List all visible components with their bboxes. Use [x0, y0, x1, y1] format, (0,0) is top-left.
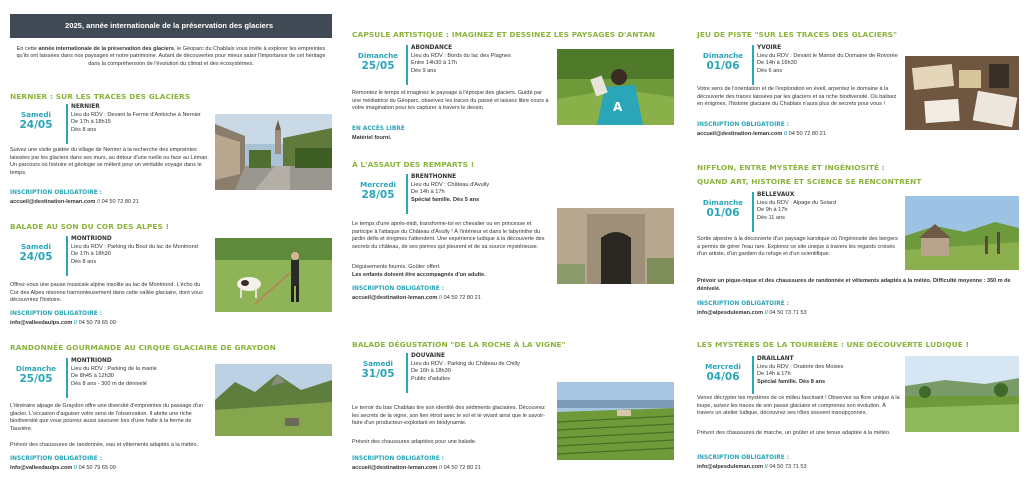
event-title-vigne: BALADE DÉGUSTATION "DE LA ROCHE À LA VIGNE" — [352, 340, 566, 349]
contact-nernier: accueil@destination-leman.com // 04 50 72 80 21 — [10, 199, 139, 205]
event-body-graydon: L'itinéraire alpage de Graydon offre une diversité d'empreintes du passage d'un glacier. L'occasion d'aiguiser votre sens de l'observation. Il abrite une riche biodiversité que vous pourrez aussi savourer lors d'une halte à la ferme de Tauvière. — [10, 403, 204, 432]
email-link[interactable]: accueil@destination-leman.com — [697, 131, 783, 137]
phone-number[interactable]: 04 50 79 65 09 — [78, 465, 116, 471]
divider-bar — [406, 174, 408, 214]
inscription-label: INSCRIPTION OBLIGATOIRE : — [697, 301, 790, 307]
phone-number[interactable]: 04 50 79 65 09 — [78, 320, 116, 326]
photo-graydon-cirque — [215, 364, 332, 436]
divider-bar — [66, 358, 68, 398]
event-title-nifflon-1: NIFFLON, ENTRE MYSTÈRE ET INGÉNIOSITÉ : — [697, 163, 885, 172]
event-title-nifflon-2: QUAND ART, HISTOIRE ET SCIENCE SE RENCONTRENT — [697, 177, 922, 186]
inscription-label: INSCRIPTION OBLIGATOIRE : — [697, 122, 790, 128]
access-label: EN ACCÈS LIBRE — [352, 126, 405, 132]
event-date-nernier: Samedi 24/05 — [19, 110, 53, 132]
contact-piste: accueil@destination-leman.com // 04 50 72 80 21 — [697, 131, 826, 137]
email-link[interactable]: accueil@destination-leman.com — [10, 199, 96, 205]
event-title-tourbiere: LES MYSTÈRES DE LA TOURBIÈRE : UNE DÉCOUVERTE LUDIQUE ! — [697, 340, 970, 349]
event-note-graydon: Prévoir des chaussures de randonnée, eau et vêtements adaptés à la météo. — [10, 442, 199, 448]
event-date-nifflon: Dimanche 01/06 — [702, 198, 744, 220]
event-info-remparts: BRENTHONNE Lieu du RDV : Château d'Avully De 14h à 17h Spécial famille. Dès 5 ans — [411, 174, 490, 203]
event-title-capsule: CAPSULE ARTISTIQUE : IMAGINEZ ET DESSINEZ LES PAYSAGES D'ANTAN — [352, 30, 656, 39]
event-info-capsule: ABONDANCE Lieu du RDV : Bords du lac des Plagnes Entre 14h30 à 17h Dès 9 ans — [411, 45, 511, 74]
photo-nifflon-alpage — [905, 196, 1019, 270]
event-date-graydon: Dimanche 25/05 — [15, 364, 57, 386]
divider-bar — [66, 104, 68, 144]
photo-vignoble — [557, 382, 674, 460]
event-info-cor: MONTRIOND Lieu du RDV : Parking du Bout du lac de Montriond De 17h à 18h30 Dès 8 ans — [71, 236, 198, 265]
event-body-cor: Offrez-vous une pause musicale alpine insolite au lac de Montriond. L'écho du Cor des Alpes résonne harmonieusement dans cette vallée glaciaire, dont vous découvrirez l'histoire. — [10, 282, 203, 304]
phone-number[interactable]: 04 50 72 80 21 — [788, 131, 826, 137]
event-title-graydon: RANDONNÉE GOURMANDE AU CIRQUE GLACIAIRE DE GRAYDON — [10, 343, 276, 352]
email-link[interactable]: info@valleedaulps.com — [10, 465, 73, 471]
contact-remparts: accueil@destination-leman.com // 04 50 72 80 21 — [352, 295, 481, 301]
page-banner: 2025, année internationale de la préservation des glaciers — [10, 14, 332, 38]
event-date-capsule: Dimanche 25/05 — [357, 51, 399, 73]
event-date-tourbiere: Mercredi 04/06 — [705, 362, 741, 384]
event-title-cor: BALADE AU SON DU COR DES ALPES ! — [10, 222, 170, 231]
event-info-nifflon: BELLEVAUX Lieu du RDV : Alpage du Soiard De 9h à 17h Dès 11 ans — [757, 192, 836, 221]
event-note-remparts-2: Les enfants doivent être accompagnés d'un adulte. — [352, 272, 486, 278]
photo-capsule-drawing — [557, 49, 674, 125]
event-body-vigne: Le terroir du bas Chablais tire son identité des sédiments glaciaires. Découvrez les secrets de la vigne, son lien étroit avec le sol et le vivant ainsi que le savoir-faire d'un producteur-exploitant en biodynamie. — [352, 405, 545, 427]
phone-number[interactable]: 04 50 72 80 21 — [443, 295, 481, 301]
event-body-nifflon: Sortie alpestre à la découverte d'un paysage karstique où l'ingéniosité des bergers a permis de gérer l'eau rare. Explorez ce site unique à travers les regards croisés d'un artiste, d'un gardien du refuge et d'un scientifique. — [697, 236, 898, 258]
event-body-remparts: Le temps d'une après-midi, transforme-toi en chevalier ou en princesse et participe à l'attaque du Château d'Avully ! À l'intérieur et dans le labyrinthe du jardin défis et énigmes t'attendent. Une expérience ludique à la découverte des secrets du château, de ses pierres qui pleurent et de sa source mystérieuse. — [352, 221, 545, 250]
divider-bar — [752, 192, 754, 232]
column-right — [697, 0, 1023, 487]
event-date-cor: Samedi 24/05 — [19, 242, 53, 264]
inscription-label: INSCRIPTION OBLIGATOIRE : — [352, 286, 445, 292]
contact-graydon: info@valleedaulps.com // 04 50 79 65 09 — [10, 465, 116, 471]
event-note-remparts-1: Déguisements fournis. Goûter offert. — [352, 264, 441, 270]
event-title-nernier: NERNIER : SUR LES TRACES DES GLACIERS — [10, 92, 191, 101]
inscription-label: INSCRIPTION OBLIGATOIRE : — [352, 456, 445, 462]
event-info-tourbiere: DRAILLANT Lieu du RDV : Oratoire des Moises De 14h à 17h Spécial famille. Dès 8 ans — [757, 356, 844, 385]
contact-tourbiere: info@alpesduleman.com // 04 50 73 71 53 — [697, 464, 807, 470]
phone-number[interactable]: 04 50 72 80 21 — [443, 465, 481, 471]
divider-bar — [752, 45, 754, 85]
event-body-nernier: Suivez une visite guidée du village de Nernier à la recherche des empreintes laissées par les glaciers dans ses murs, au détour d'une ruelle ou face au Léman. Un parcours où histoire et géologie se mêlent pour un véritable voyage dans le temps. — [10, 147, 209, 176]
photo-cor-des-alpes — [215, 238, 332, 312]
photo-tourbiere — [905, 356, 1019, 432]
photo-jeu-de-piste — [905, 56, 1019, 130]
contact-cor: info@valleedaulps.com // 04 50 79 65 09 — [10, 320, 116, 326]
event-body-piste: Votre sens de l'orientation et de l'exploration en éveil, arpentez le domaine à la découverte des traces laissées par les glaciers et sa riche biodiversité. Où balisez en énigmes, l'histoire glaciaire du Chablais n'aura plus de secrets pour vous ! — [697, 86, 897, 108]
contact-vigne: accueil@destination-leman.com // 04 50 72 80 21 — [352, 465, 481, 471]
email-link[interactable]: info@alpesduleman.com — [697, 464, 764, 470]
column-middle — [352, 0, 677, 487]
event-date-vigne: Samedi 31/05 — [361, 359, 395, 381]
event-info-graydon: MONTRIOND Lieu du RDV : Parking de la mairie De 8h45 à 12h30 Dès 8 ans - 300 m de dénivelé — [71, 358, 157, 387]
event-info-vigne: DOUVAINE Lieu du RDV : Parking du Château de Chilly De 16h à 18h30 Public d'adultes — [411, 353, 520, 382]
divider-bar — [406, 45, 408, 85]
event-title-remparts: À L'ASSAUT DES REMPARTS ! — [352, 160, 475, 169]
inscription-label: INSCRIPTION OBLIGATOIRE : — [697, 455, 790, 461]
inscription-label: INSCRIPTION OBLIGATOIRE : — [10, 190, 103, 196]
event-date-remparts: Mercredi 28/05 — [360, 180, 396, 202]
email-link[interactable]: info@valleedaulps.com — [10, 320, 73, 326]
inscription-label: INSCRIPTION OBLIGATOIRE : — [10, 311, 103, 317]
divider-bar — [752, 356, 754, 394]
event-date-piste: Dimanche 01/06 — [702, 51, 744, 73]
photo-chateau-remparts — [557, 208, 674, 284]
event-info-piste: YVOIRE Lieu du RDV : Devant le Manoir du Domaine de Rovorée De 14h à 16h30 Dès 6 ans — [757, 45, 898, 74]
contact-nifflon: info@alpesduleman.com // 04 50 73 71 53 — [697, 310, 807, 316]
inscription-label: INSCRIPTION OBLIGATOIRE : — [10, 456, 103, 462]
event-note-vigne: Prévoir des chaussures adaptées pour une balade. — [352, 439, 477, 445]
divider-bar — [66, 236, 68, 276]
email-link[interactable]: info@alpesduleman.com — [697, 310, 764, 316]
email-link[interactable]: accueil@destination-leman.com — [352, 465, 438, 471]
divider-bar — [406, 353, 408, 393]
email-link[interactable]: accueil@destination-leman.com — [352, 295, 438, 301]
photo-nernier-village — [215, 114, 332, 190]
event-title-piste: JEU DE PISTE "SUR LES TRACES DES GLACIERS" — [697, 30, 898, 39]
event-body-tourbiere: Venez décrypter les mystères de ce milieu fascinant ! Observez sa flore unique à la loupe, suivez les traces de son passé glaciaire et comprenez son évolution. À travers un atelier ludique, découvrez ses rôles souvent insoupçonnés. — [697, 395, 900, 417]
event-note-tourbiere: Prévoir des chaussures de marche, un goûter et une tenue adaptée à la météo. — [697, 430, 891, 436]
intro-text: En cette année internationale de la préservation des glaciers, le Géoparc du Chablais vous invite à explorer les empreintes qu'ils ont laissées dans nos paysages et notre patrimoine. Autant de découvertes pour mieux saisir l'importance de cet héritage dans la compréhension de l'évolution du climat et des écosystèmes. — [16, 46, 326, 67]
phone-number[interactable]: 04 50 73 71 53 — [769, 310, 807, 316]
phone-number[interactable]: 04 50 72 80 21 — [101, 199, 139, 205]
event-body-capsule: Remontez le temps et imaginez le paysage à l'époque des glaciers. Guidé par une médiatrice du Géoparc, observez les traces du passé et laissez libre cours à votre imagination pour les capturer à travers le dessin. — [352, 90, 549, 112]
materiel-note: Matériel fourni. — [352, 135, 392, 141]
column-left — [10, 0, 336, 487]
event-note-nifflon: Prévoir un pique-nique et des chaussures de randonnée et vêtements adaptés à la météo. Difficulté moyenne : 350 m de dénivelé. — [697, 278, 1011, 292]
event-info-nernier: NERNIER Lieu du RDV : Devant la Ferme d'Antioche à Nernier De 17h à 18h15 Dès 8 ans — [71, 104, 201, 133]
svg-text:A: A — [613, 100, 623, 114]
phone-number[interactable]: 04 50 73 71 53 — [769, 464, 807, 470]
